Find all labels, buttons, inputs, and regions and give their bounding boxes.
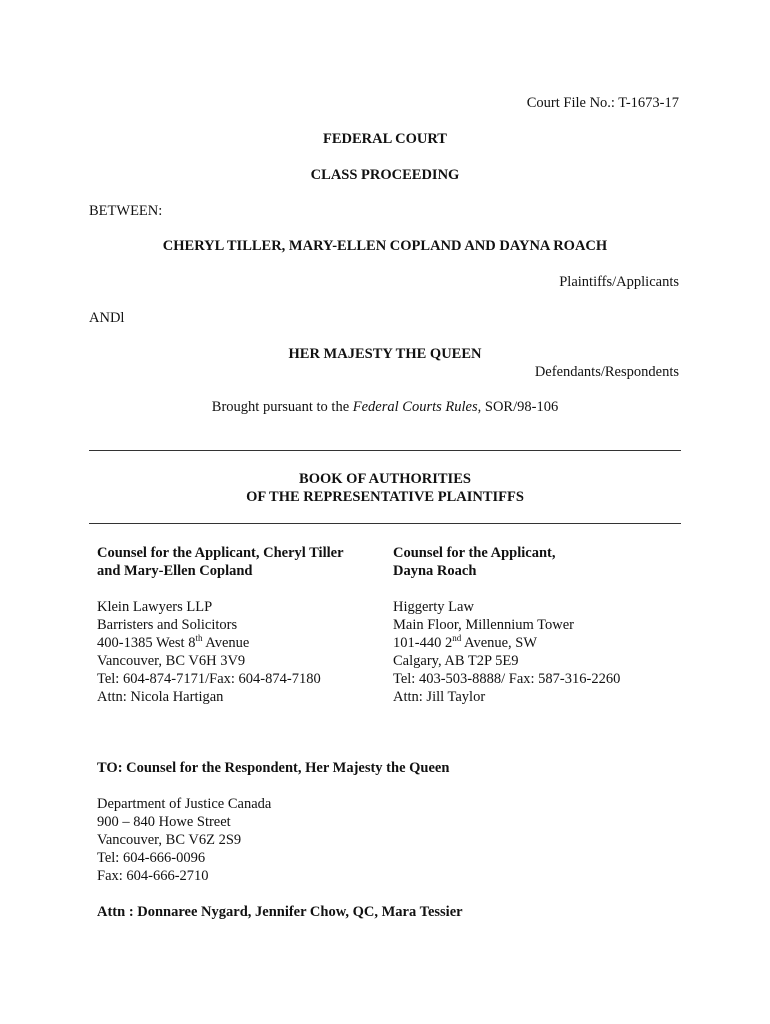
counsel-left-address: 400-1385 West 8th Avenue [97,633,250,651]
counsel-right-phone: Tel: 403-503-8888/ Fax: 587-316-2260 [393,671,621,687]
respondent-fax: Fax: 604-666-2710 [97,868,209,884]
respondent-tel: Tel: 604-666-0096 [97,850,206,866]
respondent-dept: Department of Justice Canada [97,796,272,812]
bottom-divider [89,523,681,524]
defendant-name: HER MAJESTY THE QUEEN [288,346,482,362]
top-divider [89,450,681,451]
and-label: ANDl [89,310,125,326]
counsel-left-firm: Klein Lawyers LLP [97,599,213,615]
respondent-attn: Attn : Donnaree Nygard, Jennifer Chow, QC, Mara Tessier [97,904,463,920]
court-name: FEDERAL COURT [323,131,447,147]
between-label: BETWEEN: [89,203,163,219]
rules-title: Federal Courts Rules [352,399,478,415]
counsel-left-heading-2: and Mary-Ellen Copland [97,563,253,579]
defendant-role: Defendants/Respondents [534,364,679,380]
counsel-left-heading: Counsel for the Applicant, Cheryl Tiller [97,545,344,561]
counsel-left-city: Vancouver, BC V6H 3V9 [97,653,246,669]
counsel-right-firm: Higgerty Law [393,599,474,615]
counsel-right-city: Calgary, AB T2P 5E9 [393,653,519,669]
respondent-to: TO: Counsel for the Respondent, Her Majesty the Queen [97,760,450,776]
counsel-right-heading-2: Dayna Roach [393,563,477,579]
counsel-right-heading: Counsel for the Applicant, [393,545,556,561]
plaintiffs-names: CHERYL TILLER, MARY-ELLEN COPLAND AND DAYNA ROACH [162,238,608,254]
counsel-left-role: Barristers and Solicitors [97,617,238,633]
book-title-line2: OF THE REPRESENTATIVE PLAINTIFFS [246,489,524,505]
counsel-right-floor: Main Floor, Millennium Tower [393,617,574,633]
proceeding-type: CLASS PROCEEDING [310,167,460,183]
counsel-right-block [393,544,620,706]
plaintiffs-role: Plaintiffs/Applicants [559,274,679,290]
counsel-right-address: 101-440 2nd Avenue, SW [393,633,538,651]
respondent-street: 900 – 840 Howe Street [97,814,231,830]
counsel-right-attn: Attn: Jill Taylor [393,689,486,705]
court-file-number: Court File No.: T-1673-17 [526,95,679,111]
book-title-line1: BOOK OF AUTHORITIES [299,471,471,487]
counsel-left-attn: Attn: Nicola Hartigan [97,689,224,705]
counsel-left-phone: Tel: 604-874-7171/Fax: 604-874-7180 [97,671,321,687]
counsel-left-block [97,544,344,706]
respondent-block [97,759,463,921]
respondent-city: Vancouver, BC V6Z 2S9 [97,832,242,848]
brought-pursuant-line: Brought pursuant to the Federal Courts Rules, SOR/98-106 [211,399,559,415]
